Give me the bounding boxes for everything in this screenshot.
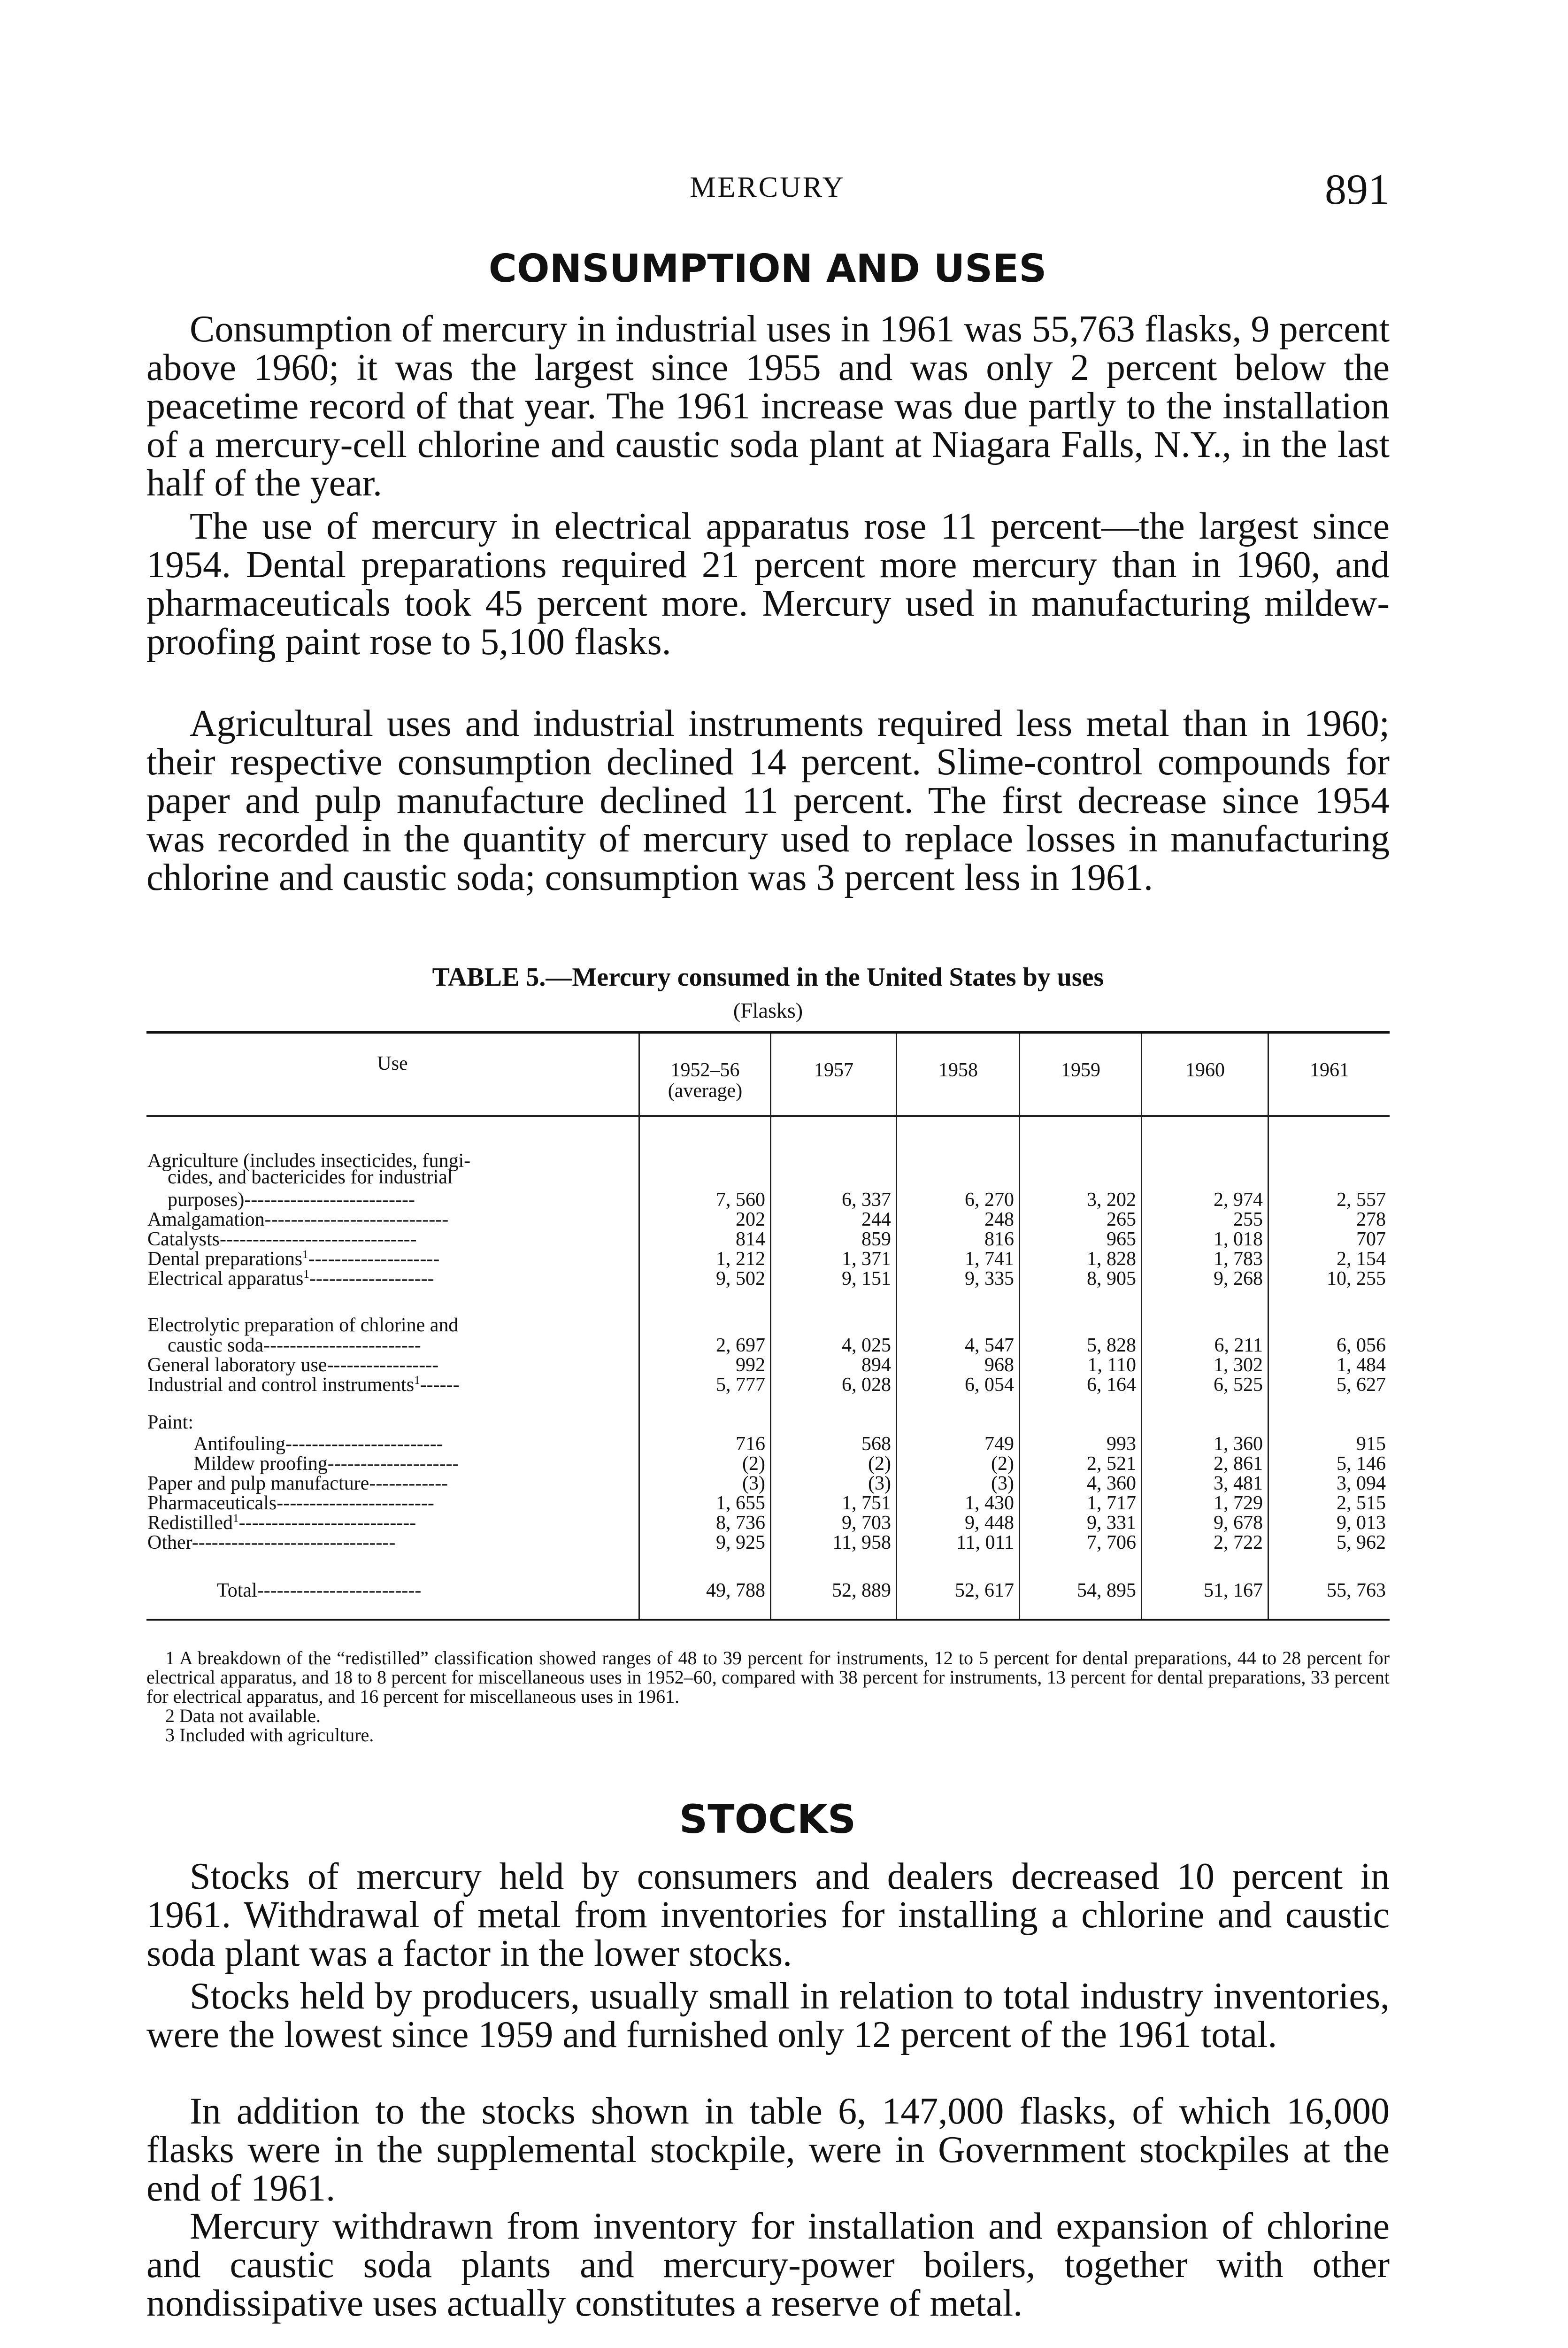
electrolytic-label: Electrolytic preparation of chlorine and — [147, 1314, 459, 1336]
header-1961: 1961 — [1310, 1059, 1349, 1081]
use-name: Total — [217, 1580, 257, 1601]
cell-1958: 4, 547 — [965, 1335, 1014, 1356]
cell-1952-56: 814 — [736, 1228, 765, 1250]
cell-1952-56: 202 — [736, 1209, 765, 1230]
row-use-label — [147, 1375, 460, 1395]
stocks-paragraph: Mercury withdrawn from inventory for installation and expansion of chlorine and caustic soda plants and mercury-power boilers, together with other nondissipative uses actually constitutes a reserve of metal. — [146, 2206, 1390, 2324]
cell-1959: 5, 828 — [1087, 1335, 1136, 1356]
cell-1957: 1, 751 — [842, 1492, 891, 1514]
cell-1960: 255 — [1233, 1209, 1263, 1230]
row-use-label — [147, 1249, 439, 1269]
cell-1957: 11, 958 — [832, 1532, 891, 1553]
table-row — [146, 1209, 1390, 1230]
header-1960: 1960 — [1185, 1059, 1225, 1081]
cell-1952-56: 8, 736 — [716, 1512, 765, 1534]
cell-1958: 52, 617 — [955, 1580, 1014, 1601]
footnote-ref: 1 — [302, 1248, 308, 1261]
use-name: Catalysts — [147, 1228, 220, 1250]
cell-1960: 1, 302 — [1214, 1354, 1263, 1376]
consumption-heading: CONSUMPTION AND USES — [488, 247, 1047, 291]
cell-1961: 1, 484 — [1337, 1354, 1386, 1376]
cell-1952-56: 9, 502 — [716, 1268, 765, 1290]
leader-dots: ------------------------ — [263, 1335, 421, 1356]
cell-1959: 1, 828 — [1087, 1248, 1136, 1270]
use-name: Pharmaceuticals — [147, 1492, 277, 1514]
table-row — [146, 1335, 1390, 1356]
cell-1957: 9, 151 — [842, 1268, 891, 1290]
cell-1961: 9, 013 — [1337, 1512, 1386, 1534]
header-use: Use — [377, 1053, 408, 1074]
header-1957: 1957 — [814, 1059, 853, 1081]
cell-1960: 51, 167 — [1204, 1580, 1263, 1601]
table-row — [146, 1229, 1390, 1250]
use-name: Amalgamation — [147, 1209, 265, 1230]
header-1958: 1958 — [938, 1059, 978, 1081]
page-number: 891 — [1325, 165, 1390, 213]
leader-dots: ---------------------------- — [264, 1209, 449, 1230]
cell-1961: 2, 557 — [1337, 1189, 1386, 1211]
row-use-label — [147, 1355, 438, 1375]
stocks-paragraph: Stocks of mercury held by consumers and dealers decreased 10 percent in 1961. Withdrawal of metal from inventories for installing a chlorine and caustic soda plant was a factor in the lower stocks. — [146, 1856, 1390, 1974]
cell-1952-56: (2) — [742, 1453, 765, 1475]
table-footnotes — [146, 1648, 1390, 1745]
cell-1958: 816 — [984, 1228, 1014, 1250]
use-name: Electrical apparatus — [147, 1268, 304, 1290]
running-head — [146, 164, 1390, 216]
leader-dots: -------------------- — [308, 1248, 440, 1270]
leader-dots: ------------ — [369, 1473, 448, 1494]
cell-1959: 6, 164 — [1087, 1374, 1136, 1396]
row-use-label — [217, 1580, 421, 1601]
cell-1952-56: (3) — [742, 1473, 765, 1494]
cell-1957: 6, 028 — [842, 1374, 891, 1396]
table-bottom-rule — [146, 1619, 1390, 1621]
header-rule — [146, 1115, 1390, 1117]
cell-1961: 55, 763 — [1327, 1580, 1386, 1601]
cell-1957: (3) — [868, 1473, 891, 1494]
cell-1957: 859 — [861, 1228, 891, 1250]
use-name: Dental preparations — [147, 1248, 303, 1270]
header-period-years: 1952–56 — [670, 1059, 740, 1081]
use-name: Industrial and control instruments — [147, 1374, 415, 1396]
leader-dots: ------------------------ — [277, 1492, 434, 1514]
cell-1957: (2) — [868, 1453, 891, 1475]
cell-1952-56: 1, 655 — [716, 1492, 765, 1514]
leader-dots: -------------------- — [327, 1453, 459, 1475]
header-1959: 1959 — [1061, 1059, 1100, 1081]
cell-1959: 8, 905 — [1087, 1268, 1136, 1290]
cell-1958: (3) — [991, 1473, 1014, 1494]
cell-1959: 3, 202 — [1087, 1189, 1136, 1211]
use-name: Redistilled — [147, 1512, 233, 1534]
cell-1952-56: 992 — [736, 1354, 765, 1376]
cell-1957: 52, 889 — [832, 1580, 891, 1601]
row-use-label — [147, 1513, 416, 1533]
cell-1952-56: 1, 212 — [716, 1248, 765, 1270]
cell-1957: 244 — [861, 1209, 891, 1230]
cell-1959: 7, 706 — [1087, 1532, 1136, 1553]
cell-1958: 749 — [984, 1433, 1014, 1455]
cell-1957: 1, 371 — [842, 1248, 891, 1270]
cell-1960: 6, 525 — [1214, 1374, 1263, 1396]
stocks-heading: STOCKS — [679, 1796, 856, 1842]
leader-dots: ------------------------- — [257, 1580, 422, 1601]
cell-1961: 5, 962 — [1337, 1532, 1386, 1553]
cell-1952-56: 716 — [736, 1433, 765, 1455]
use-name: Mildew proofing — [193, 1453, 328, 1475]
cell-1960: 1, 783 — [1214, 1248, 1263, 1270]
row-use-label — [147, 1209, 448, 1230]
cell-1959: 965 — [1107, 1228, 1136, 1250]
cell-1961: 2, 515 — [1337, 1492, 1386, 1514]
use-name: Antifouling — [193, 1433, 285, 1455]
agriculture-label-cont: cides, and bactericides for industrial — [168, 1166, 453, 1188]
table-row — [146, 1268, 1390, 1289]
footnote-ref: 1 — [303, 1268, 309, 1281]
header-period-note: (average) — [668, 1080, 743, 1102]
cell-1958: 1, 741 — [965, 1248, 1014, 1270]
row-use-label — [147, 1473, 448, 1494]
table-row — [146, 1493, 1390, 1514]
cell-1961: 2, 154 — [1337, 1248, 1386, 1270]
table-top-rule — [146, 1031, 1390, 1034]
cell-1958: 6, 054 — [965, 1374, 1014, 1396]
leader-dots: ------------------- — [309, 1268, 434, 1290]
cell-1957: 6, 337 — [842, 1189, 891, 1211]
row-use-label — [193, 1434, 443, 1454]
cell-1952-56: 49, 788 — [706, 1580, 765, 1601]
total-row-content — [146, 1580, 1390, 1601]
table-row — [146, 1249, 1390, 1269]
consumption-table — [146, 1031, 1390, 1620]
cell-1961: 915 — [1356, 1433, 1386, 1455]
cell-1960: 2, 861 — [1214, 1453, 1263, 1475]
cell-1957: 4, 025 — [842, 1335, 891, 1356]
cell-1958: 11, 011 — [956, 1532, 1014, 1553]
table-row — [146, 1532, 1390, 1553]
footnote-2: 2 Data not available. — [165, 1705, 321, 1726]
use-name: caustic soda — [168, 1335, 264, 1356]
cell-1952-56: 5, 777 — [716, 1374, 765, 1396]
cell-1961: 3, 094 — [1337, 1473, 1386, 1494]
cell-1952-56: 2, 697 — [716, 1335, 765, 1356]
cell-1959: 1, 110 — [1087, 1354, 1136, 1376]
table-row — [146, 1513, 1390, 1533]
use-name: Other — [147, 1532, 192, 1553]
header-period — [640, 1060, 770, 1101]
table-row — [146, 1453, 1390, 1474]
cell-1958: 9, 335 — [965, 1268, 1014, 1290]
cell-1960: 1, 018 — [1214, 1228, 1263, 1250]
cell-1958: 6, 270 — [965, 1189, 1014, 1211]
paint-label: Paint: — [147, 1412, 194, 1433]
cell-1961: 6, 056 — [1337, 1335, 1386, 1356]
cell-1958: 248 — [984, 1209, 1014, 1230]
leader-dots: ------ — [420, 1374, 460, 1396]
cell-1960: 3, 481 — [1214, 1473, 1263, 1494]
table-row — [146, 1355, 1390, 1375]
row-use-label — [168, 1335, 421, 1356]
cell-1960: 1, 729 — [1214, 1492, 1263, 1514]
row-use-label — [147, 1229, 417, 1250]
cell-1958: (2) — [991, 1453, 1014, 1475]
running-title: MERCURY — [690, 171, 845, 203]
leader-dots: ------------------------ — [285, 1433, 443, 1455]
cell-1961: 10, 255 — [1327, 1268, 1386, 1290]
cell-1958: 968 — [984, 1354, 1014, 1376]
cell-1958: 1, 430 — [965, 1492, 1014, 1514]
cell-1961: 5, 146 — [1337, 1453, 1386, 1475]
agriculture-label: Agriculture (includes insecticides, fungi- — [147, 1150, 471, 1172]
table-row — [146, 1473, 1390, 1494]
cell-1960: 2, 722 — [1214, 1532, 1263, 1553]
cell-1961: 707 — [1356, 1228, 1386, 1250]
leader-dots: ------------------------------- — [192, 1532, 396, 1553]
row-use-label — [147, 1268, 434, 1289]
row-use-label — [147, 1493, 434, 1514]
cell-1960: 9, 678 — [1214, 1512, 1263, 1534]
cell-1959: 4, 360 — [1087, 1473, 1136, 1494]
stocks-paragraph: Stocks held by producers, usually small in relation to total industry inventories, were the lowest since 1959 and furnished only 12 percent of the 1961 total. — [146, 1976, 1390, 2055]
cell-1958: 9, 448 — [965, 1512, 1014, 1534]
row-use-label — [147, 1532, 395, 1553]
table-row — [146, 1434, 1390, 1454]
footnote-3: 3 Included with agriculture. — [165, 1724, 374, 1746]
cell-1959: 265 — [1107, 1209, 1136, 1230]
cell-1959: 993 — [1107, 1433, 1136, 1455]
use-name: purposes) — [168, 1189, 245, 1211]
table-row — [146, 1189, 1390, 1210]
leader-dots: --------------------------- — [238, 1512, 416, 1534]
cell-1952-56: 9, 925 — [716, 1532, 765, 1553]
cell-1957: 568 — [861, 1433, 891, 1455]
table-unit: (Flasks) — [733, 998, 803, 1022]
cell-1959: 1, 717 — [1087, 1492, 1136, 1514]
consumption-paragraph: The use of mercury in electrical apparatus rose 11 percent—the largest since 1954. Dental preparations required 21 percent more mercury than in 1960, and pharmaceuticals took 45 percent more. Mercury used in manufacturing mildew-proofing paint rose to 5,100 flasks. — [146, 506, 1390, 663]
leader-dots: ------------------------------ — [220, 1228, 417, 1250]
row-use-label — [168, 1189, 415, 1210]
stocks-paragraph: In addition to the stocks shown in table 6, 147,000 flasks, of which 16,000 flasks were in the supplemental stockpile, were in Government stockpiles at the end of 1961. — [146, 2091, 1390, 2209]
cell-1959: 2, 521 — [1087, 1453, 1136, 1475]
footnote-1: 1 A breakdown of the “redistilled” classification showed ranges of 48 to 39 percent for instruments, 12 to 5 percent for dental preparations, 44 to 28 percent for electrical apparatus, and 18 to 8 percent for miscellaneous uses in 1952–60, compared with 38 percent for instruments, 13 percent for dental preparations, 33 percent for electrical apparatus, and 16 percent for miscellaneous uses in 1961. — [146, 1647, 1390, 1707]
footnote-ref: 1 — [414, 1374, 420, 1387]
cell-1961: 278 — [1356, 1209, 1386, 1230]
cell-1959: 54, 895 — [1077, 1580, 1136, 1601]
leader-dots: -------------------------- — [244, 1189, 415, 1211]
cell-1960: 6, 211 — [1214, 1335, 1263, 1356]
cell-1960: 1, 360 — [1214, 1433, 1263, 1455]
cell-1961: 5, 627 — [1337, 1374, 1386, 1396]
cell-1957: 9, 703 — [842, 1512, 891, 1534]
cell-1952-56: 7, 560 — [716, 1189, 765, 1211]
row-use-label — [193, 1453, 459, 1474]
table-title: TABLE 5.—Mercury consumed in the United States by uses — [432, 963, 1104, 992]
table-row — [146, 1375, 1390, 1395]
cell-1957: 894 — [861, 1354, 891, 1376]
use-name: General laboratory use — [147, 1354, 327, 1376]
consumption-paragraph: Consumption of mercury in industrial uses in 1961 was 55,763 flasks, 9 percent above 1960; it was the largest since 1955 and was only 2 percent below the peacetime record of that year. The 1961 increase was due partly to the installation of a mercury-cell chlorine and caustic soda plant at Niagara Falls, N.Y., in the last half of the year. — [146, 309, 1390, 504]
use-name: Paper and pulp manufacture — [147, 1473, 369, 1494]
footnote-ref: 1 — [233, 1512, 239, 1525]
cell-1960: 9, 268 — [1214, 1268, 1263, 1290]
cell-1959: 9, 331 — [1087, 1512, 1136, 1534]
leader-dots: ----------------- — [327, 1354, 439, 1376]
consumption-paragraph: Agricultural uses and industrial instruments required less metal than in 1960; their respective consumption declined 14 percent. Slime-control compounds for paper and pulp manufacture declined 11 percent. The first decrease since 1954 was recorded in the quantity of mercury used to replace losses in manufacturing chlorine and caustic soda; consumption was 3 percent less in 1961. — [146, 703, 1390, 898]
cell-1960: 2, 974 — [1214, 1189, 1263, 1211]
